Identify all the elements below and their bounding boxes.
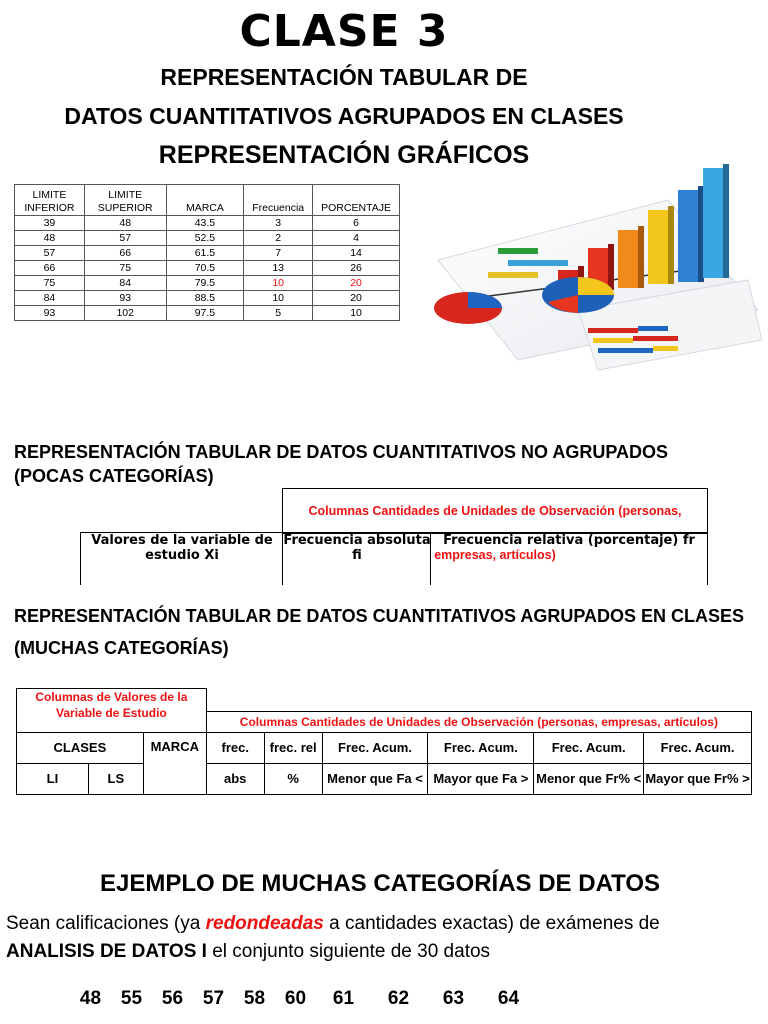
example-paragraph (6, 910, 762, 966)
table-cell: 10 (244, 276, 313, 291)
subtitle-1: REPRESENTACIÓN TABULAR DE (160, 64, 528, 90)
col-top-label: Frec. Acum. (428, 732, 534, 763)
col-top-label: frec. rel (264, 732, 322, 763)
table-cell: 57 (84, 231, 166, 246)
table-cell: 20 (313, 276, 400, 291)
table-cell: 70.5 (166, 261, 244, 276)
table-cell: 20 (313, 291, 400, 306)
example-heading: EJEMPLO DE MUCHAS CATEGORÍAS DE DATOS (99, 870, 661, 897)
table-cell: 75 (84, 261, 166, 276)
table-header-row (17, 732, 752, 763)
data-value: 56 (161, 988, 184, 1009)
table-cell: 61.5 (166, 246, 244, 261)
col-bottom-label: % (264, 763, 322, 794)
table-cell: 10 (244, 291, 313, 306)
frequency-table (14, 184, 400, 321)
table-body (15, 216, 400, 321)
data-value: 57 (202, 988, 225, 1009)
table-cell: 3 (244, 216, 313, 231)
3d-bar (648, 206, 674, 284)
table-cell: 66 (84, 246, 166, 261)
data-value: 60 (284, 988, 307, 1009)
marca-header: MARCA (143, 732, 206, 794)
table-cell: 93 (84, 291, 166, 306)
3d-bar (618, 226, 644, 288)
heading-line: REPRESENTACIÓN TABULAR DE DATOS CUANTITATIVOS NO AGRUPADOS (14, 442, 669, 462)
section-heading-agrupados (14, 600, 744, 664)
table-cell: 66 (15, 261, 85, 276)
col-bottom-label: Menor que Fa < (322, 763, 428, 794)
header-cell: MARCA (166, 185, 244, 216)
table-row (15, 261, 400, 276)
col-bottom-label: Mayor que Fa > (428, 763, 534, 794)
table-cell: 43.5 (166, 216, 244, 231)
header-cell: LIMITE INFERIOR (15, 185, 85, 216)
table-cell: 88.5 (166, 291, 244, 306)
table-cell: 39 (15, 216, 85, 231)
col-bottom-label: Menor que Fr% < (534, 763, 644, 794)
3d-bar (703, 164, 729, 278)
data-value: 62 (387, 988, 410, 1009)
data-value: 61 (332, 988, 355, 1009)
table-cell: 84 (15, 291, 85, 306)
col-top-label: Frec. Acum. (644, 732, 752, 763)
spacer-cell (206, 689, 751, 712)
data-value: 55 (120, 988, 143, 1009)
course-name: ANALISIS DE DATOS I (6, 941, 207, 962)
table-cell: 6 (313, 216, 400, 231)
observation-columns-header: Columnas Cantidades de Unidades de Observación (personas, empresas, artículos) (282, 488, 708, 534)
heading-line: (MUCHAS CATEGORÍAS) (14, 638, 229, 658)
table-cell: 93 (15, 306, 85, 321)
li-header: LI (17, 763, 89, 794)
page-title: CLASE 3 (239, 6, 449, 57)
table-cell: 52.5 (166, 231, 244, 246)
data-value: 58 (243, 988, 266, 1009)
data-value: 63 (442, 988, 465, 1009)
table-row (15, 306, 400, 321)
observation-columns-header: Columnas Cantidades de Unidades de Observación (personas, empresas, artículos) (206, 711, 751, 732)
header-cell: PORCENTAJE (313, 185, 400, 216)
header-cell: LIMITE SUPERIOR (84, 185, 166, 216)
table-cell: 10 (313, 306, 400, 321)
table-cell: 48 (84, 216, 166, 231)
table-row (15, 216, 400, 231)
table-row (15, 276, 400, 291)
text-run: a cantidades exactas) de exámenes de (323, 913, 660, 934)
table-cell: 97.5 (166, 306, 244, 321)
heading-line: REPRESENTACIÓN TABULAR DE DATOS CUANTITATIVOS AGRUPADOS EN CLASES (14, 606, 745, 626)
col-bottom-label: Mayor que Fr% > (644, 763, 752, 794)
clases-header: CLASES (17, 732, 144, 763)
ls-header: LS (88, 763, 143, 794)
col-top-label: Frec. Acum. (322, 732, 428, 763)
text-run: el conjunto siguiente de 30 datos (206, 941, 491, 962)
table-cell: 102 (84, 306, 166, 321)
table-header-row (17, 689, 752, 712)
emphasis-text: redondeadas (205, 913, 324, 934)
stacked-bars (588, 326, 678, 353)
table-row (15, 291, 400, 306)
text-run: Sean calificaciones (ya (6, 913, 206, 934)
table-cell: 84 (84, 276, 166, 291)
table-cell: 5 (244, 306, 313, 321)
data-value: 64 (497, 988, 520, 1009)
table-cell: 4 (313, 231, 400, 246)
table-cell: 79.5 (166, 276, 244, 291)
variable-values-column: Valores de la variable de estudio Xi (80, 532, 283, 585)
absolute-frequency-column: Frecuencia absoluta fi (282, 532, 431, 585)
table-header-row (15, 185, 400, 216)
3d-bar (678, 186, 704, 282)
table-cell: 2 (244, 231, 313, 246)
heading-line: (POCAS CATEGORÍAS) (14, 466, 214, 486)
table-row (15, 231, 400, 246)
table-cell: 7 (244, 246, 313, 261)
grouped-table (16, 688, 752, 795)
col-bottom-label: abs (206, 763, 264, 794)
3d-chart-illustration (428, 160, 762, 372)
table-cell: 26 (313, 261, 400, 276)
subtitle-3: REPRESENTACIÓN GRÁFICOS (158, 141, 530, 169)
data-numbers-row (70, 988, 750, 1010)
header-cell: Frecuencia (244, 185, 313, 216)
ungrouped-table (80, 488, 708, 584)
table-cell: 75 (15, 276, 85, 291)
col-top-label: frec. (206, 732, 264, 763)
subtitle-2: DATOS CUANTITATIVOS AGRUPADOS EN CLASES (64, 103, 624, 129)
variable-columns-header: Columnas de Valores de la Variable de Estudio (17, 689, 207, 733)
data-value: 48 (79, 988, 102, 1009)
section-heading-no-agrupados (14, 440, 668, 488)
table-header-row (17, 763, 752, 794)
table-cell: 57 (15, 246, 85, 261)
col-top-label: Frec. Acum. (534, 732, 644, 763)
table-cell: 14 (313, 246, 400, 261)
table-cell: 13 (244, 261, 313, 276)
table-row (15, 246, 400, 261)
table-cell: 48 (15, 231, 85, 246)
relative-frequency-column: Frecuencia relativa (porcentaje) fr (430, 532, 708, 585)
